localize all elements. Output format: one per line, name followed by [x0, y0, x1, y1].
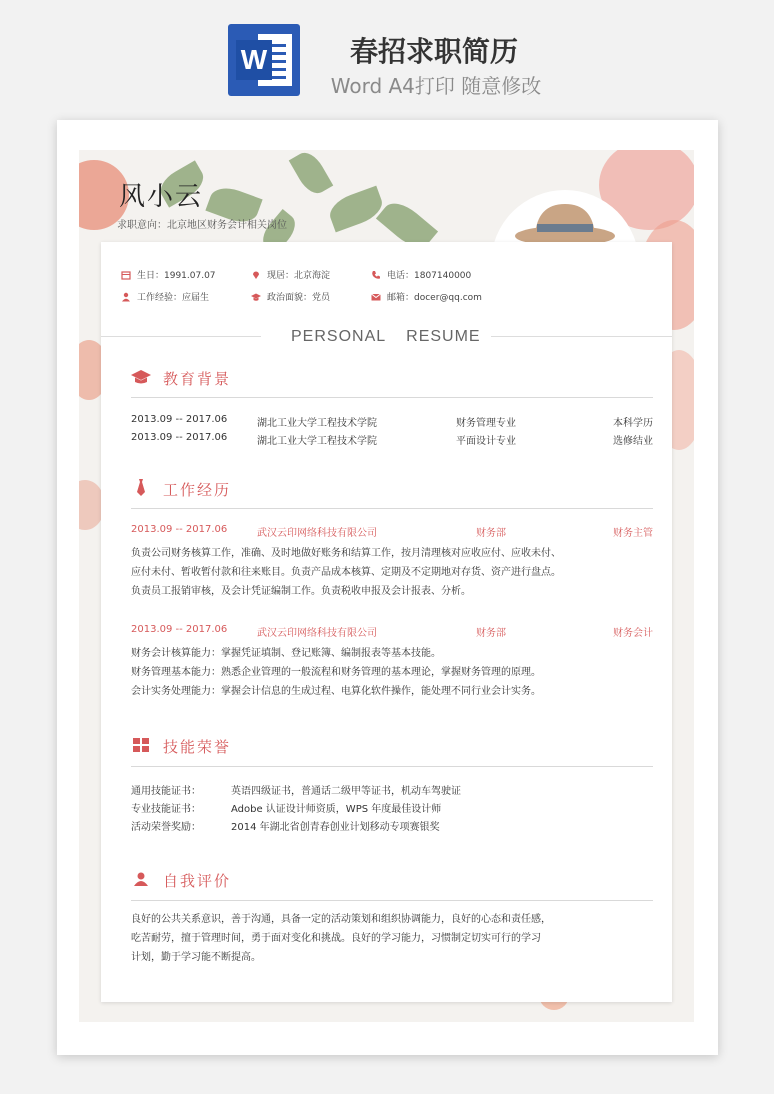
education-school: 湖北工业大学工程技术学院 — [257, 436, 377, 447]
section-education-header — [131, 368, 231, 389]
divider — [131, 397, 653, 398]
person-icon — [121, 292, 131, 302]
job-line: 会计实务处理能力：掌握会计信息的生成过程、电算化软件操作，能处理不同行业会计实务。 — [131, 686, 541, 697]
people-icon — [131, 871, 151, 891]
job-intent: 求职意向：北京地区财务会计相关岗位 — [117, 220, 287, 231]
skill-label: 通用技能证书： — [131, 786, 201, 797]
section-skills-header — [131, 736, 231, 757]
job-department: 财务部 — [476, 628, 506, 639]
skill-label: 活动荣誉奖励： — [131, 822, 201, 833]
info-phone — [371, 268, 471, 281]
resume-background — [79, 150, 694, 1022]
job-line: 财务会计核算能力：掌握凭证填制、登记账簿、编制报表等基本技能。 — [131, 648, 441, 659]
section-work-title: 工作经历 — [163, 480, 232, 499]
job-department: 财务部 — [476, 528, 506, 539]
graduation-cap-icon — [131, 369, 151, 389]
education-degree: 本科学历 — [613, 418, 653, 429]
education-school: 湖北工业大学工程技术学院 — [257, 418, 377, 429]
info-politics — [251, 290, 330, 303]
info-email — [371, 290, 482, 303]
resume-label: RESUME — [406, 328, 481, 345]
self-line: 计划，勤于学习能不断提高。 — [131, 952, 261, 963]
job-role: 财务主管 — [613, 528, 653, 539]
banner-subtitle: Word A4打印 随意修改 — [330, 74, 542, 98]
email-text: 邮箱：docer@qq.com — [387, 293, 482, 303]
tie-icon — [131, 478, 151, 500]
experience-text: 工作经验：应届生 — [137, 293, 210, 303]
education-degree: 选修结业 — [613, 436, 653, 447]
self-line: 吃苦耐劳，擅于管理时间，勇于面对变化和挑战。良好的学习能力，习惯制定切实可行的学习 — [131, 933, 541, 944]
phone-icon — [371, 270, 381, 280]
info-experience — [121, 290, 209, 303]
divider — [131, 508, 653, 509]
education-major: 平面设计专业 — [456, 436, 516, 447]
word-letter: W — [236, 40, 272, 80]
education-period: 2013.09 -- 2017.06 — [131, 414, 228, 425]
windows-grid-icon — [131, 737, 151, 757]
graduation-cap-icon — [251, 292, 261, 302]
skill-value: Adobe 认证设计师资质，WPS 年度最佳设计师 — [231, 804, 442, 815]
job-company: 武汉云印网络科技有限公司 — [257, 628, 377, 639]
mail-icon — [371, 292, 381, 302]
job-description — [131, 544, 656, 601]
personal-resume-heading — [281, 328, 481, 346]
job-period: 2013.09 -- 2017.06 — [131, 624, 228, 635]
education-major: 财务管理专业 — [456, 418, 516, 429]
job-role: 财务会计 — [613, 628, 653, 639]
skill-label: 专业技能证书： — [131, 804, 201, 815]
job-line: 应付未付、暂收暂付款和往来账目。负责产品成本核算、定期及不定期地对存货、资产进行盘点。 — [131, 567, 561, 578]
section-work-header — [131, 478, 231, 500]
resume-card — [101, 242, 672, 1002]
resume-paper — [57, 120, 718, 1055]
phone-text: 电话：1807140000 — [387, 271, 472, 281]
section-education-title: 教育背景 — [163, 370, 232, 388]
section-self-header — [131, 870, 231, 891]
self-evaluation-text — [131, 910, 656, 967]
divider — [491, 336, 672, 337]
self-line: 良好的公共关系意识，善于沟通，具备一定的活动策划和组织协调能力，良好的心态和责任感， — [131, 914, 551, 925]
banner-title: 春招求职简历 — [349, 35, 518, 68]
job-line: 负责员工报销审核，及会计凭证编制工作。负责税收申报及会计报表、分析。 — [131, 586, 471, 597]
word-app-icon — [228, 24, 300, 96]
job-description — [131, 644, 656, 701]
banner — [0, 0, 774, 110]
skill-value: 英语四级证书，普通话二级甲等证书，机动车驾驶证 — [231, 786, 461, 797]
birthday-text: 生日：1991.07.07 — [137, 271, 216, 281]
politics-text: 政治面貌：党员 — [267, 293, 331, 303]
residence-text: 现居：北京海淀 — [267, 271, 331, 281]
candidate-name: 风小云 — [119, 182, 204, 212]
personal-label: PERSONAL — [291, 328, 387, 345]
info-birthday — [121, 268, 216, 281]
job-line: 财务管理基本能力：熟悉企业管理的一般流程和财务管理的基本理论，掌握财务管理的原理。 — [131, 667, 541, 678]
location-pin-icon — [251, 270, 261, 280]
divider — [131, 900, 653, 901]
calendar-icon — [121, 270, 131, 280]
section-self-title: 自我评价 — [163, 872, 232, 890]
info-residence — [251, 268, 330, 281]
education-period: 2013.09 -- 2017.06 — [131, 432, 228, 443]
job-period: 2013.09 -- 2017.06 — [131, 524, 228, 535]
job-company: 武汉云印网络科技有限公司 — [257, 528, 377, 539]
section-skills-title: 技能荣誉 — [163, 738, 232, 756]
divider — [101, 336, 261, 337]
divider — [131, 766, 653, 767]
job-line: 负责公司财务核算工作，准确、及时地做好账务和结算工作，按月清理核对应收应付、应收未付、 — [131, 548, 561, 559]
skill-value: 2014 年湖北省创青春创业计划移动专项赛银奖 — [231, 822, 440, 833]
